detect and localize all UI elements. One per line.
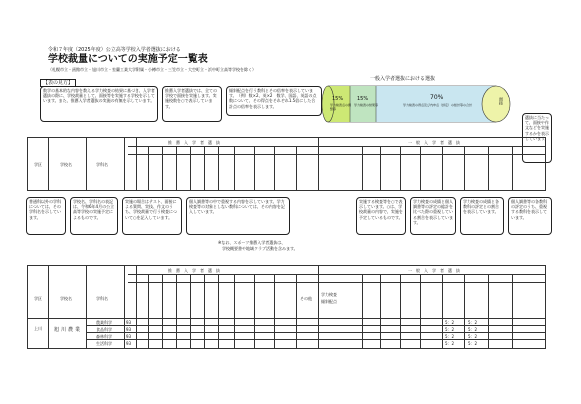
row-r1-4: 5：2	[445, 341, 455, 346]
note-box-9: 実施する検査等を○で表示しています。○は、学校裁量の内容で、実施を予定しているものです。	[356, 197, 406, 235]
row-r1-3: 5：2	[445, 334, 455, 339]
header-subtitle: （札幌市立・函館市立・旭川市立・室蘭工業大学附属・小樽市立・三笠市立・大空町立・浜中町立高等学校を除く）	[48, 67, 256, 72]
note-box-4: 選抜に当たって、面接や作文などを実施するかを表示しています。	[522, 113, 552, 163]
general-label: 一般入学者選抜における選抜	[370, 76, 436, 82]
note-box-12: 個人調書等の各教科の評定のうち、重視する教科を表示しています。	[508, 197, 552, 235]
note-box-11: 学力検査の成績と各教科の評定との割合を表示しています。	[460, 197, 504, 235]
row-dept-1: 農業科学	[96, 320, 112, 325]
page-title: 学校裁量についての実施予定一覧表	[48, 54, 208, 65]
row-r1-1: 5：2	[445, 320, 455, 325]
row-area: 上川	[34, 326, 42, 331]
weight-header: 傾斜配点	[321, 299, 337, 304]
ref-suisen: 推 薦 入 学 者 選 抜	[168, 140, 220, 145]
header-line1: 令和７年度（2025年度）公立高等学校入学者選抜における	[48, 47, 181, 53]
note-text-1: ※なお、スポーツ推薦入学者選抜は、	[218, 240, 286, 245]
seg2-text: 学力検査の結果等	[354, 103, 379, 107]
row-r1-2: 5：2	[445, 327, 455, 332]
note-box-8: 個人調書等の中で重視する内容を示しています。学力検査等の対象としない教科については、その内容を記入しています。	[186, 197, 290, 235]
seg3-text: 学力検査の得点及び内申点（評定）の総計等の合計	[402, 103, 472, 107]
cylinder-end-text: 面接	[499, 97, 504, 105]
note-box-3: 傾斜配点を行う教科とその倍率を表示しています。（例）数×2、英×2 数学、国語、英語の点数について、その得点をそれぞれ1.5倍にした合計点の倍率を表示します。	[226, 86, 322, 116]
ref-col-dept: 学科名	[96, 162, 108, 167]
note-box-7: 実施の場合はテスト、面接による質問、実技、作文のうち、学校裁量で行う検査について○を記入しています。	[122, 197, 182, 235]
ref-ippan: 一 般 入 学 者 選 抜	[408, 140, 460, 145]
row-dept-4: 生活科学	[96, 341, 112, 346]
row-code-1: 93	[126, 320, 132, 325]
row-code-2: 93	[126, 327, 132, 332]
row-r2-4: 5：2	[468, 341, 478, 346]
other-header: その他	[300, 296, 312, 301]
ref-col-area: 学区	[34, 162, 42, 167]
suisen-header: 推 薦 入 学 者 選 抜	[168, 268, 220, 273]
note-text-2: 学校概要書や地域クラブ活動を含みます。	[222, 246, 298, 251]
note-box-10: 学力検査の成績と個人調書等の評定の総計を比べた際の重視している割合を表示しています。	[410, 197, 456, 235]
seg3-pct: 70%	[430, 94, 444, 101]
seg2-pct: 15%	[357, 96, 369, 102]
col-school-header: 学校名	[60, 296, 72, 301]
row-dept-3: 森林科学	[96, 334, 112, 339]
row-r2-2: 5：2	[468, 327, 478, 332]
data-table	[27, 265, 546, 349]
ippan-header: 一 般 入 学 者 選 抜	[408, 268, 460, 273]
row-r2-1: 5：2	[468, 320, 478, 325]
seg1-pct: 15%	[332, 96, 344, 102]
row-r2-3: 5：2	[468, 334, 478, 339]
row-code-3: 93	[126, 334, 132, 339]
row-code-4: 93	[126, 341, 132, 346]
note-box-1: 数学の基本的な内容を教える学力検査の結果に基づき、入学者選抜の際に、学校裁量として、面接等を実施する学校を示しています。また、推薦入学者選抜の実施の有無を示しています。	[40, 86, 158, 122]
gaku-header: 学力検査	[321, 292, 337, 297]
note-box-2: 推薦入学者選抜では、全ての学校で面接を実施します。実施校数を○で表示しています。	[162, 86, 222, 122]
col-dept-header: 学科名	[96, 296, 108, 301]
row-dept-2: 食品科学	[96, 327, 112, 332]
row-school: 旭川農業	[54, 327, 83, 333]
seg1-text: 学力検査点の調整等	[330, 103, 352, 111]
note-box-6: 学校名、学科名の表記は、令和6年4月の公立高等学校の実施予定によるものです。	[70, 197, 118, 235]
ref-col-school: 学校名	[60, 162, 72, 167]
col-area-header: 学区	[34, 296, 42, 301]
reference-table	[27, 137, 546, 191]
note-box-5: 普通科以外の学科については、その学科名を示しています。	[26, 197, 66, 235]
legend-title: 【表の見方】	[40, 79, 76, 87]
